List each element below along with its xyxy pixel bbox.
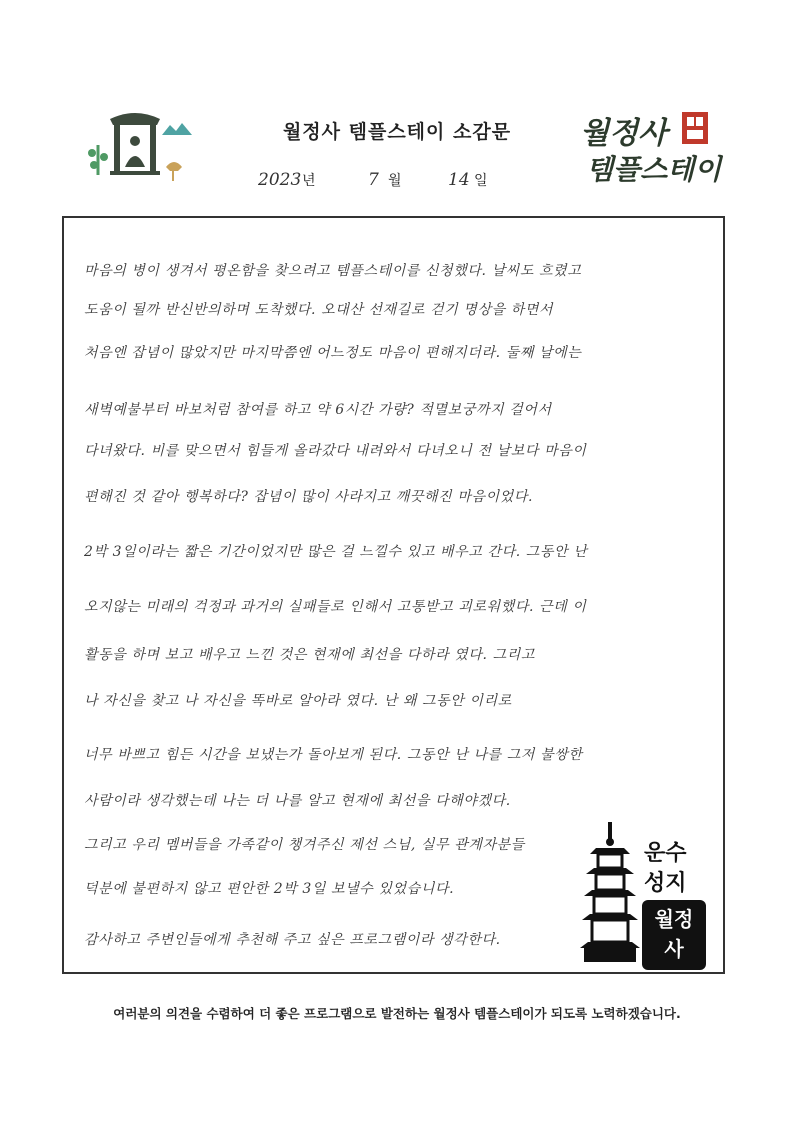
footer-note: 여러분의 의견을 수렴하여 더 좋은 프로그램으로 발전하는 월정사 템플스테이가 되도록 노력하겠습니다. <box>113 1006 681 1021</box>
page-title: 월정사 템플스테이 소감문 <box>282 121 512 143</box>
date-day: 14 <box>448 170 470 190</box>
pagoda-stamp <box>580 820 720 970</box>
body-line: 2박 3일이라는 짧은 기간이었지만 많은 걸 느낄수 있고 배우고 간다. 그동안 난 <box>84 544 588 560</box>
body-line: 오지않는 미래의 걱정과 과거의 실패들로 인해서 고통받고 괴로워했다. 근데 이 <box>84 599 587 615</box>
body-line: 편해진 것 같아 행복하다? 잡념이 많이 사라지고 깨끗해진 마음이었다. <box>84 489 534 505</box>
brand-line-1: 월정사 <box>580 116 667 151</box>
body-line: 그리고 우리 멤버들을 가족같이 챙겨주신 제선 스님, 실무 관계자분들 <box>84 837 525 853</box>
stamp-text-top <box>644 838 687 898</box>
date-row <box>250 170 510 196</box>
body-line: 감사하고 주변인들에게 추천해 주고 싶은 프로그램이라 생각한다. <box>84 932 501 948</box>
date-day-label: 일 <box>474 173 488 189</box>
stamp-seal <box>642 900 706 970</box>
body-line: 사람이라 생각했는데 나는 더 나를 알고 현재에 최선을 다해야겠다. <box>84 793 511 809</box>
stamp-line-3: 월정 <box>654 907 694 931</box>
body-line: 나 자신을 찾고 나 자신을 똑바로 알아라 였다. 난 왜 그동안 이리로 <box>84 693 512 709</box>
stamp-line-4: 사 <box>664 937 684 961</box>
body-line: 다녀왔다. 비를 맞으면서 힘들게 올라갔다 내려와서 다녀오니 전 날보다 마음이 <box>84 443 587 459</box>
red-seal-icon <box>680 110 710 146</box>
body-line: 마음의 병이 생겨서 평온함을 찾으려고 템플스테이를 신청했다. 날씨도 흐렸고 <box>84 263 582 279</box>
body-line: 새벽예불부터 바보처럼 참여를 하고 약 6시간 가량? 적멸보궁까지 걸어서 <box>84 402 552 418</box>
brand-line-2: 템플스테이 <box>586 153 722 186</box>
stamp-line-2: 성지 <box>644 870 687 896</box>
body-line: 활동을 하며 보고 배우고 느낀 것은 현재에 최선을 다하라 였다. 그리고 <box>84 647 536 663</box>
date-year-label: 년 <box>302 173 316 189</box>
date-year: 2023 <box>258 170 302 190</box>
date-month-label: 월 <box>388 173 402 189</box>
stamp-line-1: 운수 <box>644 840 687 866</box>
body-line: 처음엔 잡념이 많았지만 마지막쯤엔 어느정도 마음이 편해지더라. 둘째 날에는 <box>84 345 582 361</box>
body-line: 너무 바쁘고 힘든 시간을 보냈는가 돌아보게 된다. 그동안 난 나를 그저 불쌍한 <box>84 747 583 763</box>
pagoda-icon <box>580 820 640 970</box>
body-line: 덕분에 불편하지 않고 편안한 2박 3일 보낼수 있었습니다. <box>84 881 455 897</box>
date-month: 7 <box>368 170 379 190</box>
body-line: 도움이 될까 반신반의하며 도착했다. 오대산 선재길로 걷기 명상을 하면서 <box>84 302 554 318</box>
brand-logo <box>572 108 722 188</box>
